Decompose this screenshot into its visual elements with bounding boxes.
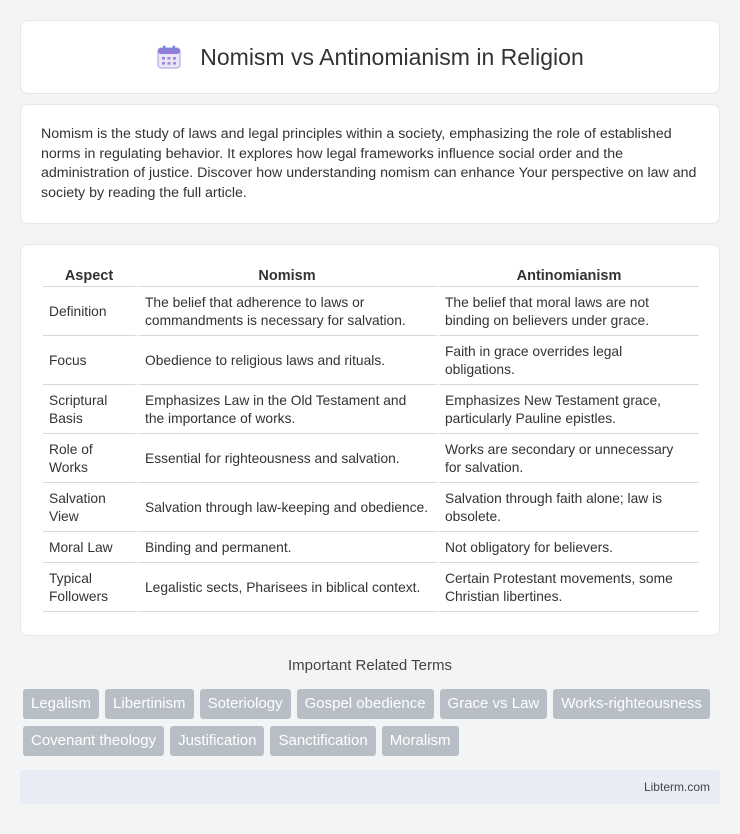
tag-moralism[interactable]: Moralism <box>382 726 459 756</box>
table-card <box>20 244 720 636</box>
footer-link[interactable]: Libterm.com <box>643 780 710 794</box>
cell-nomism: Obedience to religious laws and rituals. <box>139 336 439 385</box>
table-row <box>43 483 699 532</box>
tag-justification[interactable]: Justification <box>170 726 264 756</box>
cell-nomism: Binding and permanent. <box>139 532 439 563</box>
cell-antinomianism: Certain Protestant movements, some Christian libertines. <box>439 563 699 612</box>
intro-text: Nomism is the study of laws and legal principles within a society, emphasizing the role of established norms in regulating behavior. It explores how legal frameworks influence social order and the administration of justice. Discover how understanding nomism can enhance Your perspective on law and society by reading the full article. <box>41 126 697 201</box>
table-row <box>43 434 699 483</box>
cell-aspect: Typical Followers <box>43 563 139 612</box>
related-terms-title: Important Related Terms <box>288 657 452 674</box>
cell-antinomianism: Not obligatory for believers. <box>439 532 699 563</box>
cell-aspect: Definition <box>43 287 139 336</box>
header-antinomianism: Antinomianism <box>439 265 699 287</box>
table-header-row <box>43 265 699 287</box>
tag-legalism[interactable]: Legalism <box>23 689 99 719</box>
table-row <box>43 563 699 612</box>
cell-antinomianism: Faith in grace overrides legal obligations. <box>439 336 699 385</box>
header-aspect: Aspect <box>43 265 139 287</box>
tag-sanctification[interactable]: Sanctification <box>270 726 375 756</box>
tag-covenant-theology[interactable]: Covenant theology <box>23 726 164 756</box>
cell-antinomianism: Emphasizes New Testament grace, particularly Pauline epistles. <box>439 385 699 434</box>
comparison-table <box>43 265 699 612</box>
table-row <box>43 336 699 385</box>
tag-soteriology[interactable]: Soteriology <box>200 689 291 719</box>
cell-nomism: Legalistic sects, Pharisees in biblical context. <box>139 563 439 612</box>
cell-nomism: Emphasizes Law in the Old Testament and the importance of works. <box>139 385 439 434</box>
cell-nomism: Salvation through law-keeping and obedience. <box>139 483 439 532</box>
intro-card <box>20 104 720 224</box>
title-wrap <box>156 44 583 71</box>
calendar-icon <box>156 44 182 70</box>
table-row <box>43 385 699 434</box>
cell-aspect: Role of Works <box>43 434 139 483</box>
table-row <box>43 532 699 563</box>
cell-aspect: Salvation View <box>43 483 139 532</box>
cell-aspect: Moral Law <box>43 532 139 563</box>
tag-grace-vs-law[interactable]: Grace vs Law <box>440 689 548 719</box>
cell-nomism: The belief that adherence to laws or commandments is necessary for salvation. <box>139 287 439 336</box>
tag-gospel-obedience[interactable]: Gospel obedience <box>297 689 434 719</box>
tag-libertinism[interactable]: Libertinism <box>105 689 194 719</box>
cell-aspect: Scriptural Basis <box>43 385 139 434</box>
footer <box>20 770 720 804</box>
header-nomism: Nomism <box>139 265 439 287</box>
cell-aspect: Focus <box>43 336 139 385</box>
related-tags <box>23 689 723 756</box>
cell-antinomianism: Salvation through faith alone; law is obsolete. <box>439 483 699 532</box>
cell-antinomianism: Works are secondary or unnecessary for salvation. <box>439 434 699 483</box>
tag-works-righteousness[interactable]: Works-righteousness <box>553 689 710 719</box>
cell-antinomianism: The belief that moral laws are not binding on believers under grace. <box>439 287 699 336</box>
table-row <box>43 287 699 336</box>
header-card <box>20 20 720 94</box>
cell-nomism: Essential for righteousness and salvation. <box>139 434 439 483</box>
page-title: Nomism vs Antinomianism in Religion <box>200 43 584 70</box>
